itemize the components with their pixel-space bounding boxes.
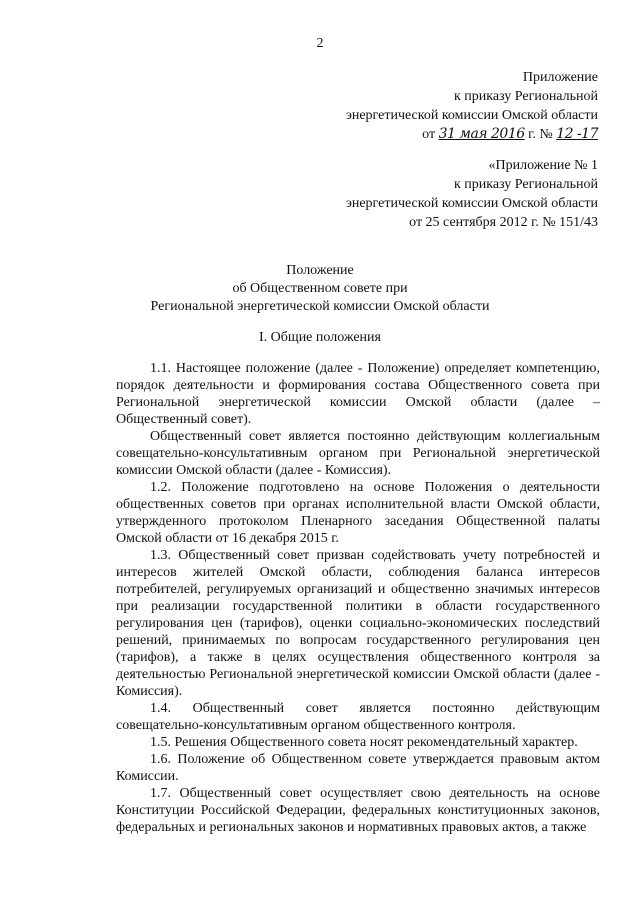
appendix-line-1: Приложение bbox=[522, 70, 598, 85]
handwritten-date: 31 мая 2016 bbox=[438, 126, 525, 142]
appendix-quoted-block bbox=[346, 156, 598, 232]
page-number: 2 bbox=[316, 36, 324, 51]
year-suffix: г. № bbox=[528, 127, 553, 142]
paragraph: Общественный совет является постоянно действующим коллегиальным совещательно-консультативным органом при Региональной энергетической комиссии Омской области (далее - Комиссия). bbox=[116, 429, 600, 478]
appendix-quoted-line-3: энергетической комиссии Омской области bbox=[345, 196, 598, 211]
appendix-quoted-line-2: к приказу Региональной bbox=[453, 177, 598, 192]
paragraph: 1.5. Решения Общественного совета носят рекомендательный характер. bbox=[150, 735, 578, 750]
appendix-line-2: к приказу Региональной bbox=[453, 89, 598, 104]
title-line-3: Региональной энергетической комиссии Омской области bbox=[150, 299, 490, 314]
paragraph: 1.2. Положение подготовлено на основе Положения о деятельности общественных советов при органах исполнительной власти Омской области, утвержденного протоколом Пленарного заседания Общественной палаты Омской области от 16 декабря 2015 г. bbox=[116, 480, 600, 546]
appendix-line-3: энергетической комиссии Омской области bbox=[345, 108, 598, 123]
body-text bbox=[116, 360, 600, 836]
paragraph: 1.6. Положение об Общественном совете утверждается правовым актом Комиссии. bbox=[116, 752, 600, 784]
paragraph: 1.4. Общественный совет является постоянно действующим совещательно-консультативным органом общественного контроля. bbox=[116, 701, 600, 733]
handwritten-number: 12 -17 bbox=[556, 126, 598, 142]
title-line-1: Положение bbox=[286, 263, 354, 278]
paragraph: 1.1. Настоящее положение (далее - Положение) определяет компетенцию, порядок деятельности и формирования состава Общественного совета при Региональной энергетической комиссии Омской области (далее – Общественный совет). bbox=[116, 361, 600, 427]
appendix-quoted-line-1: «Приложение № 1 bbox=[488, 158, 598, 173]
from-prefix: от bbox=[422, 127, 436, 142]
paragraph: 1.3. Общественный совет призван содействовать учету потребностей и интересов жителей Омской области, соблюдения баланса интересов потребителей, регулируемых организаций и общественно значимых интересов при реализации государственной политики в области государственного регулирования цен (тарифов), оценки социально-экономических последствий решений, принимаемых по вопросам государственного регулирования цен (тарифов), а также в целях осуществления общественного контроля за деятельностью Региональной энергетической комиссии Омской области (далее - Комиссия). bbox=[116, 548, 600, 699]
title-line-2: об Общественном совете при bbox=[232, 281, 408, 296]
appendix-date-line bbox=[346, 125, 598, 144]
appendix-block bbox=[346, 68, 598, 144]
document-title bbox=[0, 262, 640, 316]
paragraph: 1.7. Общественный совет осуществляет свою деятельность на основе Конституции Российской Федерации, федеральных конституционных законов, федеральных и региональных законов и нормативных правовых актов, а также bbox=[116, 786, 600, 835]
appendix-quoted-line-4: от 25 сентября 2012 г. № 151/43 bbox=[409, 215, 598, 230]
section-heading: I. Общие положения bbox=[259, 330, 381, 345]
